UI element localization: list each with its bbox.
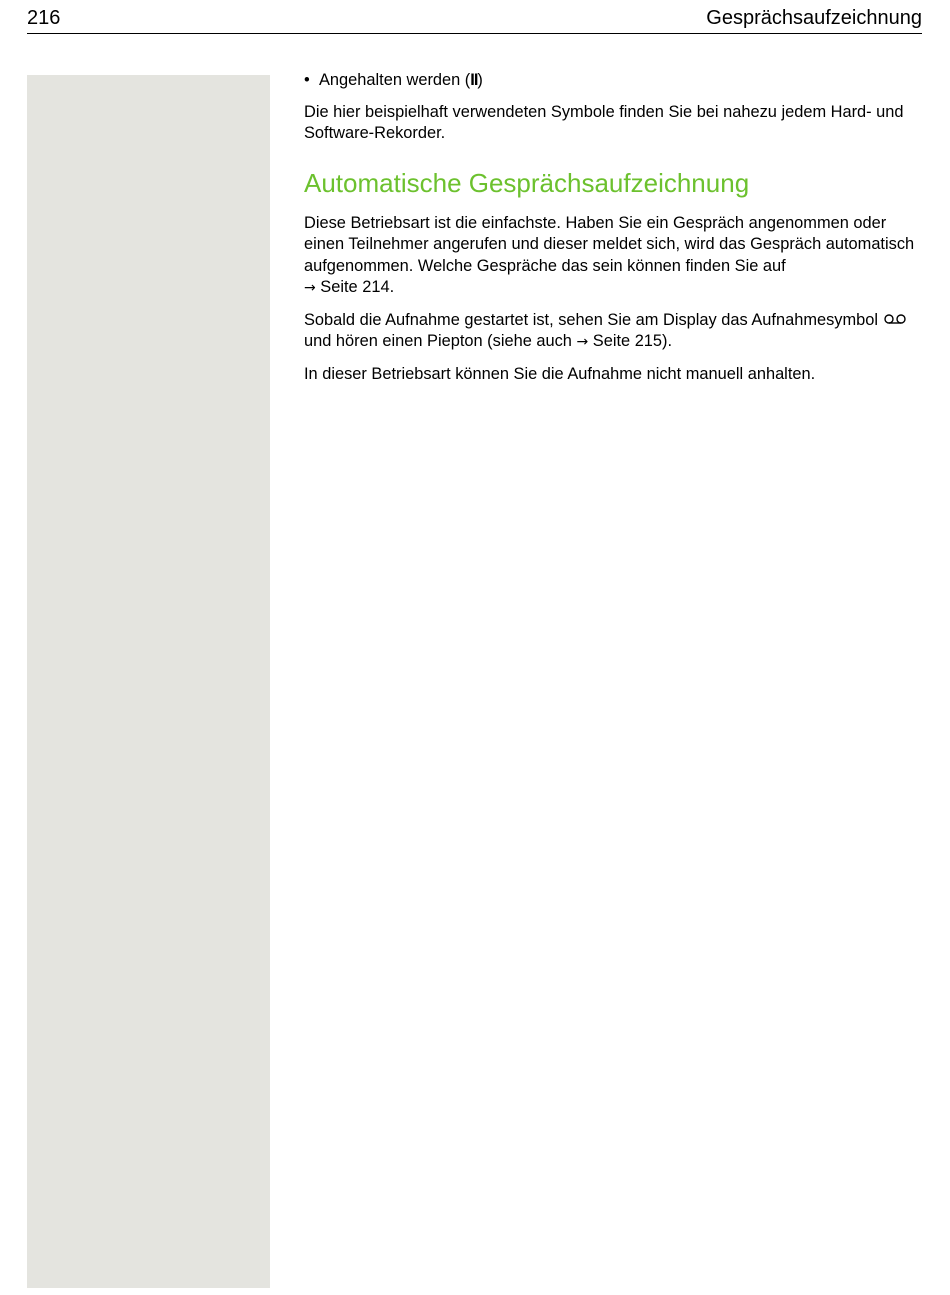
page-reference-link[interactable]: Seite 214 bbox=[320, 278, 390, 296]
margin-sidebar bbox=[27, 75, 270, 1288]
page-number: 216 bbox=[27, 7, 61, 29]
main-content bbox=[304, 70, 924, 395]
bullet-text: Angehalten werden (II) bbox=[319, 71, 483, 89]
tape-recording-icon bbox=[883, 314, 907, 326]
pause-icon: II bbox=[470, 71, 478, 89]
paragraph-mode-description: Diese Betriebsart ist die einfachste. Haben Sie ein Gespräch angenommen oder einen Teilnehmer angerufen und dieser meldet sich, wird das Gespräch automatisch aufgenommen. Welche Gespräche das sein können finden Sie auf → Seite 214. bbox=[304, 213, 915, 296]
arrow-right-icon: → bbox=[576, 334, 589, 350]
intro-paragraph: Die hier beispielhaft verwendeten Symbole finden Sie bei nahezu jedem Hard- und Software-Rekorder. bbox=[304, 102, 904, 142]
bullet-item-paused bbox=[304, 70, 924, 92]
paragraph-recording-symbol: Sobald die Aufnahme gestartet ist, sehen Sie am Display das Aufnahmesymbol und hören einen Piepton (siehe auch → Seite 215). bbox=[304, 310, 924, 354]
page-header bbox=[27, 4, 922, 34]
running-title: Gesprächsaufzeichnung bbox=[706, 7, 922, 29]
page-reference-link[interactable]: Seite 215 bbox=[592, 332, 663, 350]
section-heading: Automatische Gesprächsaufzeichnung bbox=[304, 167, 750, 198]
arrow-right-icon: → bbox=[304, 280, 316, 296]
bullet-icon: • bbox=[304, 71, 310, 89]
paragraph-no-pause: In dieser Betriebsart können Sie die Aufnahme nicht manuell anhalten. bbox=[304, 364, 816, 383]
